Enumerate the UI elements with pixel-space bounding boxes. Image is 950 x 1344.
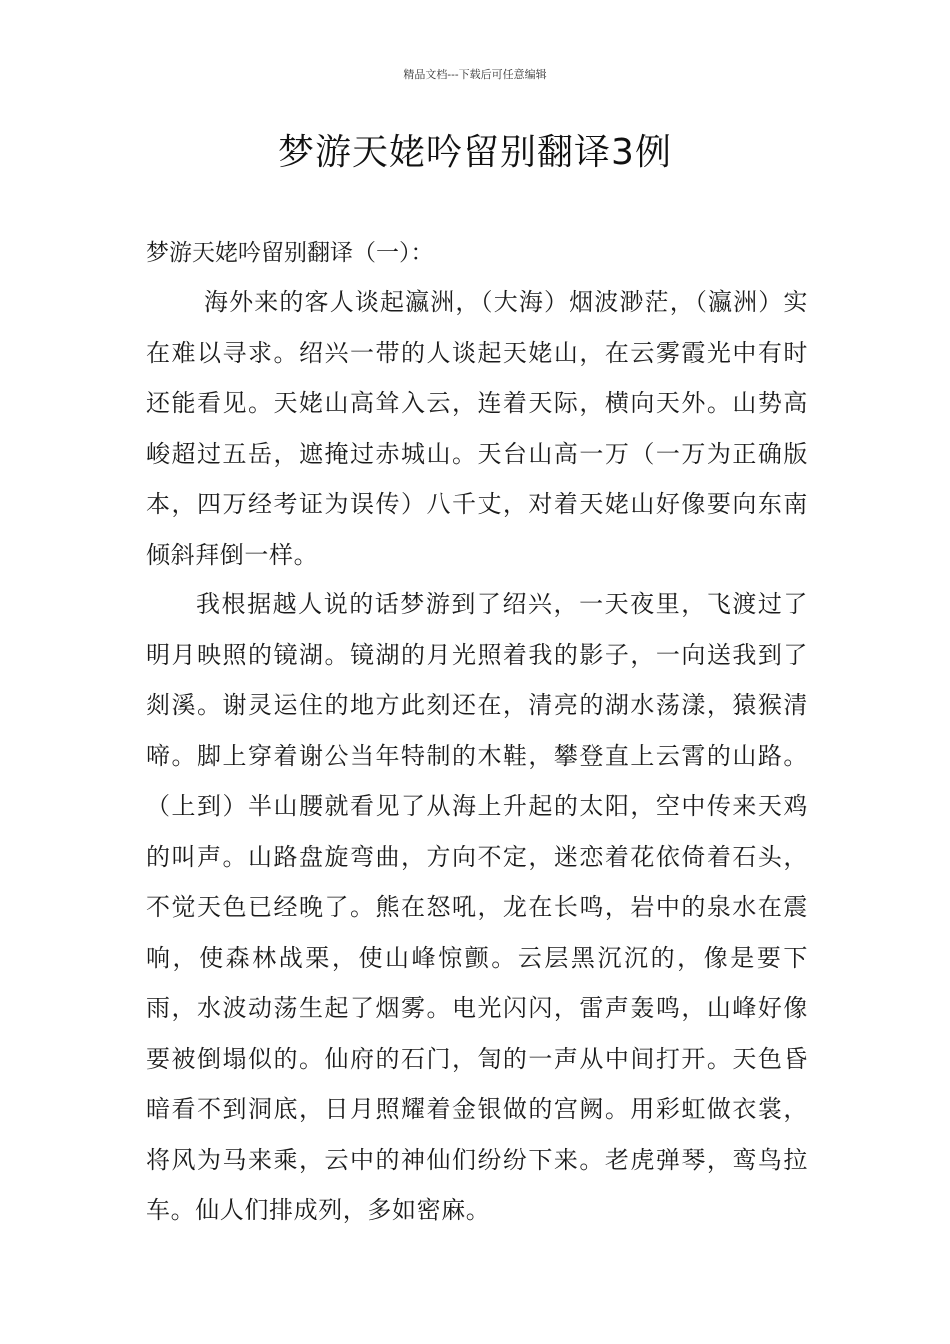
paragraph-2: 我根据越人说的话梦游到了绍兴，一天夜里，飞渡过了明月映照的镜湖。镜湖的月光照着我的影子，一向送我到了剡溪。谢灵运住的地方此刻还在，清亮的湖水荡漾，猿猴清啼。脚上穿着谢公当年特制的木鞋，攀登直上云霄的山路。（上到）半山腰就看见了从海上升起的太阳，空中传来天鸡的叫声。山路盘旋弯曲，方向不定，迷恋着花依倚着石头，不觉天色已经晚了。熊在怒吼，龙在长鸣，岩中的泉水在震响，使森林战栗，使山峰惊颤。云层黑沉沉的，像是要下雨，水波动荡生起了烟雾。电光闪闪，雷声轰鸣，山峰好像要被倒塌似的。仙府的石门，訇的一声从中间打开。天色昏暗看不到洞底，日月照耀着金银做的宫阙。用彩虹做衣裳，将风为马来乘，云中的神仙们纷纷下来。老虎弹琴，鸾鸟拉车。仙人们排成列，多如密麻。 bbox=[146, 590, 808, 1224]
paragraph-1: 海外来的客人谈起瀛洲，（大海）烟波渺茫，（瀛洲）实在难以寻求。绍兴一带的人谈起天姥山，在云雾霞光中有时还能看见。天姥山高耸入云，连着天际，横向天外。山势高峻超过五岳，遮掩过赤城山。天台山高一万（一万为正确版本，四万经考证为误传）八千丈，对着天姥山好像要向东南倾斜拜倒一样。 bbox=[146, 288, 808, 569]
document-title: 梦游天姥吟留别翻译3例 bbox=[278, 132, 672, 173]
page-header-note: 精品文档---下载后可任意编辑 bbox=[403, 68, 547, 81]
section-heading: 梦游天姥吟留别翻译（一）： bbox=[146, 240, 434, 266]
